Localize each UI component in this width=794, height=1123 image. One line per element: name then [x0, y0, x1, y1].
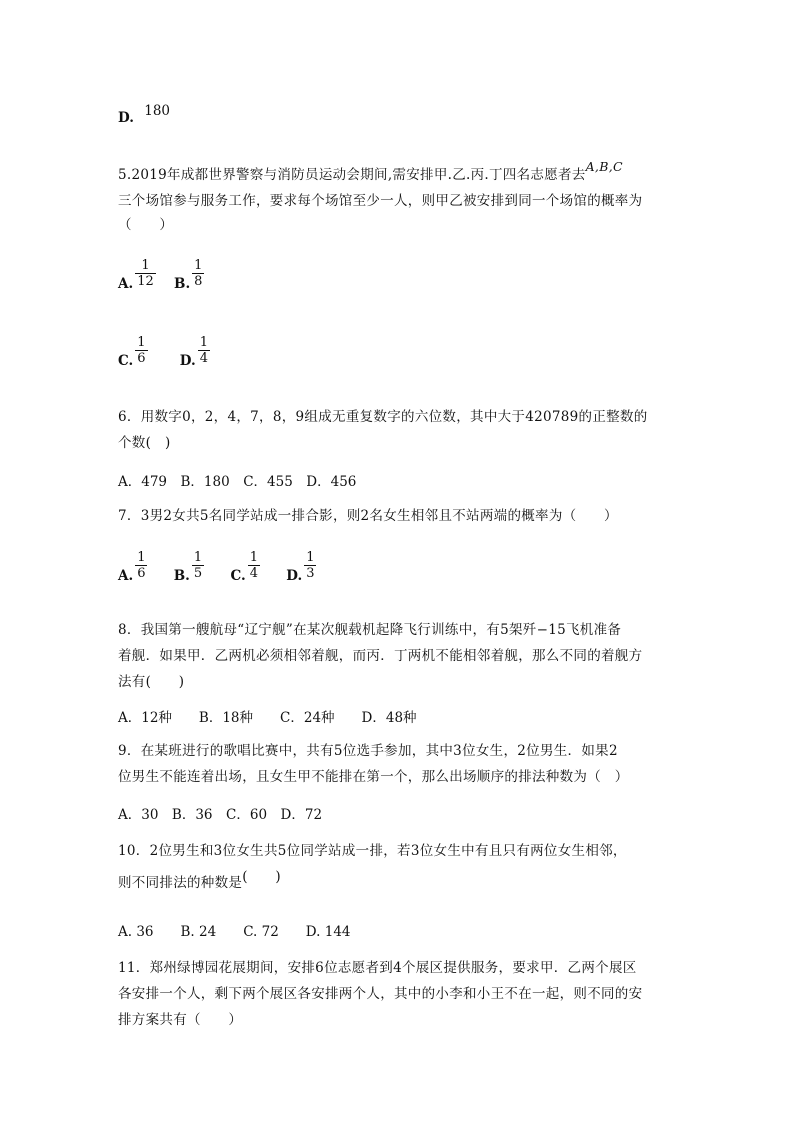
numerator: 1 — [137, 335, 146, 350]
q11-text-line1: 11．郑州绿博园花展期间，安排6位志愿者到4个展区提供服务，要求甲．乙两个展区 — [118, 960, 637, 976]
q5-options-row2 — [118, 335, 224, 376]
question-6 — [118, 404, 688, 456]
q11-text-line2: 各安排一个人，剩下两个展区各安排两个人，其中的小李和小王不在一起，则不同的安 — [118, 986, 643, 1002]
denominator: 5 — [193, 566, 203, 581]
question-7 — [118, 503, 688, 529]
question-8 — [118, 617, 688, 695]
q10-text-line2: 则不同排法的种数是 — [118, 875, 243, 891]
q8-text-line1: 8．我国第一艘航母“辽宁舰”在某次舰载机起降飞行训练中，有5架歼−15飞机准备 — [118, 622, 622, 638]
fraction — [192, 258, 204, 289]
denominator: 12 — [137, 274, 154, 289]
q7-option-c — [230, 550, 264, 591]
q4-option-d — [118, 103, 171, 126]
option-value: 180 — [144, 103, 171, 119]
numerator: 1 — [306, 550, 315, 565]
numerator: 1 — [249, 550, 258, 565]
numerator: 1 — [199, 335, 209, 350]
option-label: B. — [173, 567, 190, 584]
q5-text-line3: （ ） — [118, 217, 174, 233]
q6-options: A．479 B．180 C．455 D．456 — [118, 474, 357, 490]
numerator: 1 — [194, 258, 203, 273]
fraction — [304, 550, 316, 581]
numerator: 1 — [193, 550, 203, 565]
q5-venue-vars: A,B,C — [585, 159, 623, 174]
option-label: A. — [118, 567, 134, 584]
q5-option-c — [118, 335, 152, 376]
q5-options-row1 — [118, 258, 218, 299]
denominator: 6 — [137, 351, 146, 366]
q9-options: A．30 B．36 C．60 D．72 — [118, 807, 323, 823]
q10-options: A. 36 B. 24 C. 72 D. 144 — [118, 924, 351, 940]
q7-option-b — [173, 550, 208, 591]
q8-options: A．12种 B．18种 C．24种 D．48种 — [118, 710, 417, 726]
option-label: D. — [286, 567, 303, 584]
q7-text-line1: 7．3男2女共5名同学站成一排合影，则2名女生相邻且不站两端的概率为（ ） — [118, 508, 618, 524]
question-9 — [118, 738, 688, 790]
q10-answer-paren: ( ) — [242, 869, 281, 885]
numerator: 1 — [141, 258, 150, 273]
q5-option-a — [118, 258, 160, 299]
q5-option-d — [179, 335, 214, 376]
denominator: 4 — [199, 351, 209, 366]
q8-text-line2: 着舰．如果甲．乙两机必须相邻着舰，而丙．丁两机不能相邻着舰，那么不同的着舰方 — [118, 648, 643, 664]
numerator: 1 — [137, 550, 146, 565]
fraction — [135, 550, 147, 581]
q7-option-d — [286, 550, 320, 591]
q9-text-line2: 位男生不能连着出场，且女生甲不能排在第一个，那么出场顺序的排法种数为（ ） — [118, 769, 629, 785]
q5-text-line1: 5.2019年成都世界警察与消防员运动会期间,需安排甲.乙.丙.丁四名志愿者去 — [118, 167, 586, 183]
q7-options — [118, 550, 330, 591]
fraction — [198, 335, 210, 366]
q11-text-line3: 排方案共有（ ） — [118, 1012, 243, 1028]
fraction — [135, 258, 156, 289]
q8-text-line3: 法有( ) — [118, 674, 185, 690]
option-label: C. — [118, 352, 134, 369]
denominator: 3 — [306, 566, 315, 581]
q6-text-line1: 6．用数字0，2，4，7，8，9组成无重复数字的六位数，其中大于420789的正整数的 — [118, 409, 648, 425]
option-label: C. — [230, 567, 246, 584]
q5-option-b — [174, 258, 208, 299]
fraction — [192, 550, 204, 581]
question-11 — [118, 955, 688, 1033]
q10-text-line1: 10．2位男生和3位女生共5位同学站成一排，若3位女生中有且只有两位女生相邻， — [118, 843, 627, 859]
question-10 — [118, 838, 688, 896]
option-label: D. — [179, 352, 196, 369]
denominator: 6 — [137, 566, 146, 581]
denominator: 8 — [194, 274, 203, 289]
option-label: D. — [118, 110, 134, 126]
q5-text-line2: 三个场馆参与服务工作，要求每个场馆至少一人，则甲乙被安排到同一个场馆的概率为 — [118, 193, 643, 209]
denominator: 4 — [249, 566, 258, 581]
option-label: A. — [118, 275, 134, 292]
fraction — [248, 550, 260, 581]
fraction — [135, 335, 147, 366]
option-label: B. — [174, 275, 191, 292]
q6-text-line2: 个数( ) — [118, 435, 171, 451]
q9-text-line1: 9．在某班进行的歌唱比赛中，共有5位选手参加，其中3位女生，2位男生．如果2 — [118, 743, 618, 759]
q7-option-a — [118, 550, 151, 591]
question-5 — [118, 159, 688, 238]
